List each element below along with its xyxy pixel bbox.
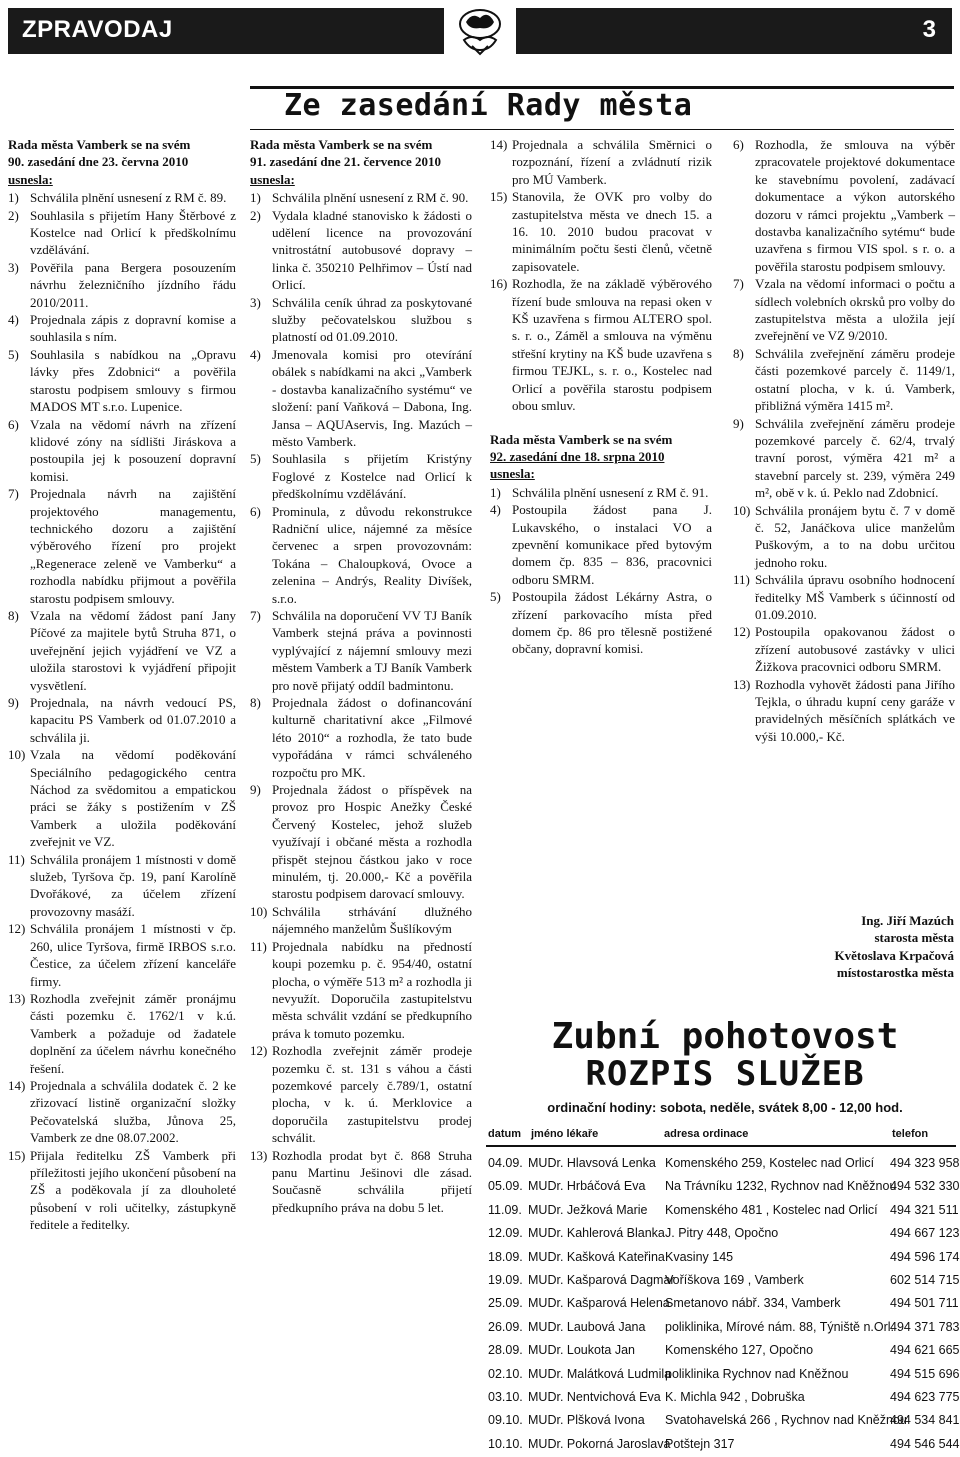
resolution-item — [8, 1077, 236, 1147]
duty-date: 11.09. — [488, 1202, 522, 1217]
signature-name: Květoslava Krpačová — [834, 947, 954, 963]
item-text: Projednala žádost o příspěvek na provoz pro Hospic Anežky České Červený Kostelec, jehož služeb využívají i občané města a rozhodla přispět stejnou částkou jako v roce minulém, tj. 20.000,- Kč a pověřila starostu podpisem darovací smlouvy. — [272, 782, 472, 902]
item-text: Projednala zápis z dopravní komise a souhlasila s ním. — [30, 312, 236, 345]
item-text: Projednala návrh na zajištění projektového managementu, technického dozoru a zajištění výběrového řízení pro projekt „Regenerace zeleně ve Vamberku“ a rozhodla nabídku přijmout a pověřila starostu podpisem smlouvy. — [30, 486, 236, 606]
item-text: Vydala kladné stanovisko k žádosti o udělení licence na provozování vnitrostátní autobusové dopravy – linka č. 350210 Pelhřimov – Ústí nad Orlicí. — [272, 207, 472, 293]
item-number: 10) — [8, 747, 26, 763]
item-text: Postoupila opakovanou žádost o zřízení autobusové zastávky v ulici Žižkova pracovnici odboru SMRM. — [755, 624, 955, 675]
clinic-address: poliklinika, Mírové nám. 88, Týniště n.Orl. — [665, 1319, 895, 1334]
resolution-item — [8, 259, 236, 311]
doctor-name: MUDr. Loukota Jan — [528, 1343, 635, 1358]
heading-underline: 92. zasedání dne 18. srpna 2010 — [490, 448, 665, 464]
item-text: Schválila plnění usnesení z RM č. 89. — [30, 190, 227, 206]
resolution-list-91-continued — [490, 136, 712, 415]
table-row — [488, 1223, 960, 1246]
phone-number: 494 546 544 — [890, 1436, 960, 1451]
item-number: 4) — [490, 502, 501, 518]
clinic-address: Kvasiny 145 — [665, 1249, 734, 1264]
phone-number: 494 515 696 — [890, 1366, 960, 1381]
doctor-name: MUDr. Kašparová Dagmar — [528, 1272, 675, 1287]
column-header-doctor: jméno lékaře — [531, 1128, 599, 1140]
item-text: Schválila zveřejnění záměru prodeje části pozemkové parcely č. 1149/1, ostatní plocha, v k. ú. Vamberk, přibližná výměra 1415 m². — [755, 345, 955, 414]
resolution-list-92 — [490, 484, 712, 658]
item-text: Schválila pronájem 1 místnosti v čp. 260, ulice Tyršova, firmě IRBOS s.r.o. Čestice, za účelem zřízení kanceláře firmy. — [30, 921, 236, 989]
clinic-address: Komenského 259, Kostelec nad Orlicí — [665, 1156, 875, 1170]
doctor-name: MUDr. Laubová Jana — [528, 1319, 646, 1334]
item-number: 10) — [733, 502, 751, 518]
table-row — [488, 1200, 959, 1223]
duty-date: 10.10. — [488, 1436, 523, 1451]
item-number: 8) — [8, 607, 19, 623]
resolution-item — [8, 920, 236, 990]
resolution-item — [8, 694, 236, 746]
dental-schedule-table — [488, 1153, 960, 1457]
resolution-item — [733, 623, 955, 675]
resolution-item — [250, 189, 472, 206]
item-number: 7) — [8, 486, 19, 502]
clinic-address: poliklinika Rychnov nad Kněžnou — [665, 1366, 849, 1381]
resolution-item — [733, 571, 955, 623]
resolution-item — [8, 607, 236, 694]
resolution-item — [8, 485, 236, 607]
resolution-item — [490, 136, 712, 188]
item-text: Postoupila žádost pana J. Lukavského, o instalaci VO a zpevnění komunikace před bytovým domem čp. 835 – 836, pracovnici odboru SMRM. — [512, 502, 712, 587]
doctor-name: MUDr. Pokorná Jaroslava — [528, 1436, 671, 1451]
item-number: 8) — [733, 345, 744, 361]
item-text: Schválila plnění usnesení z RM č. 91. — [512, 484, 709, 500]
table-rule — [486, 1145, 956, 1147]
dental-subtitle: ROZPIS SLUŽEB — [585, 1054, 865, 1094]
table-row — [488, 1434, 960, 1457]
duty-date: 12.09. — [488, 1226, 523, 1241]
item-number: 11) — [250, 938, 267, 954]
resolution-item — [250, 781, 472, 903]
item-number: 1) — [490, 484, 501, 500]
heading-underline: usnesla: — [8, 171, 53, 187]
resolution-item — [250, 694, 472, 781]
phone-number: 602 514 715 — [890, 1272, 960, 1287]
phone-number: 494 623 775 — [890, 1389, 960, 1404]
table-row — [488, 1247, 960, 1270]
duty-date: 04.09. — [488, 1156, 523, 1170]
resolution-list-90 — [8, 189, 236, 1233]
resolution-item — [250, 294, 472, 346]
resolution-item — [250, 1147, 472, 1217]
column-4 — [733, 136, 955, 745]
doctor-name: MUDr. Hrbáčová Eva — [528, 1179, 646, 1194]
section-title: Ze zasedání Rady města — [284, 88, 693, 123]
duty-date: 26.09. — [488, 1319, 523, 1334]
item-number: 4) — [8, 312, 19, 328]
table-row — [488, 1317, 960, 1340]
item-number: 14) — [8, 1077, 26, 1093]
resolution-item — [8, 311, 236, 346]
item-number: 8) — [250, 695, 261, 710]
table-row — [488, 1270, 960, 1293]
doctor-name: MUDr. Kašparová Helena — [528, 1296, 670, 1311]
item-number: 13) — [250, 1147, 268, 1163]
resolution-item — [733, 676, 955, 746]
item-text: Souhlasila s přijetím Hany Štěrbové z Kostelce nad Orlicí k předškolnímu vzdělávání. — [30, 207, 236, 258]
doctor-name: MUDr. Hlavsová Lenka — [528, 1156, 656, 1170]
resolution-item — [490, 501, 712, 588]
signature-block — [800, 912, 954, 982]
page-header — [0, 0, 960, 62]
resolution-item — [250, 903, 472, 938]
duty-date: 18.09. — [488, 1249, 523, 1264]
item-number: 15) — [8, 1147, 26, 1163]
item-number: 10) — [250, 903, 268, 919]
dental-hours: ordinační hodiny: sobota, neděle, svátek 8,00 - 12,00 hod. — [547, 1100, 903, 1115]
session-92-heading — [490, 431, 712, 483]
resolution-list-91 — [250, 189, 472, 1216]
resolution-item — [250, 503, 472, 607]
doctor-name: MUDr. Kašková Kateřina — [528, 1249, 665, 1264]
signature-role: starosta města — [874, 930, 954, 946]
clinic-address: K. Michla 942 , Dobruška — [665, 1389, 805, 1404]
resolution-item — [250, 207, 472, 294]
duty-date: 05.09. — [488, 1179, 523, 1194]
resolution-item — [8, 416, 236, 486]
clinic-address: Na Trávníku 1232, Rychnov nad Kněžnou — [665, 1179, 897, 1194]
resolution-item — [250, 938, 472, 1042]
heading-line: Rada města Vamberk se na svém — [8, 137, 191, 152]
item-text: Schválila ceník úhrad za poskytované služby pečovatelskou službou s platností od 01.09.2010. — [272, 294, 472, 345]
item-number: 6) — [8, 416, 19, 432]
item-text: Stanovila, že OVK pro volby do zastupitelstva města ve dnech 15. a 16. 10. 2010 budou pracovat v minimálním počtu šesti členů, včetně zapisovatele. — [512, 189, 712, 274]
item-number: 5) — [490, 589, 501, 605]
resolution-item — [8, 746, 236, 850]
item-text: Rozhodla, že smlouva na výběr zpracovatele projektové dokumentace ke stavebnímu povolení, zadávací dokumentace a výkon autorského dozoru v rámci projektu „Vamberk – dostavba kanalizačního sytému“ bude uzavřena s firmou VIS spol. s r. o. a pověřila starostu podpisem smlouvy. — [755, 137, 955, 274]
item-number: 13) — [8, 990, 26, 1006]
heading-line: Rada města Vamberk se na svém — [490, 431, 673, 447]
signature-name: Ing. Jiří Mazúch — [861, 913, 954, 928]
resolution-item — [250, 450, 472, 502]
resolution-item — [490, 588, 712, 658]
item-number: 7) — [250, 607, 261, 623]
item-text: Rozhodla zveřejnit záměr prodeje pozemku č. st. 131 s váhou a části pozemkové parcely č.789/1, ostatní plocha, v k. ú. Merklovice a doporučila zastupitelstvu prodej schválit. — [272, 1043, 472, 1146]
item-number: 12) — [250, 1043, 268, 1059]
duty-date: 19.09. — [488, 1272, 523, 1287]
phone-number: 494 596 174 — [890, 1249, 960, 1264]
resolution-item — [733, 345, 955, 415]
item-number: 9) — [733, 415, 744, 431]
heading-line — [8, 171, 236, 188]
duty-date: 28.09. — [488, 1343, 523, 1358]
phone-number: 494 323 958 — [890, 1156, 960, 1170]
column-3 — [490, 136, 712, 658]
heading-underline: usnesla: — [490, 466, 535, 482]
signature-role: místostarostka města — [836, 965, 954, 981]
table-row — [488, 1340, 960, 1363]
item-text: Rozhodla vyhovět žádosti pana Jiřího Tejkla, o úhradu kupní ceny garáže v pravidelných měsíčních splátkách ve výši 10.000,- Kč. — [755, 676, 955, 744]
resolution-item — [8, 1147, 236, 1234]
resolution-item — [250, 1042, 472, 1146]
resolution-item — [733, 136, 955, 275]
item-number: 14) — [490, 137, 508, 152]
item-text: Vzala na vědomí informaci o počtu a sídlech volebních okrsků pro volby do zastupitelstva města a uložila její zveřejnění ve VZ 9/2010. — [755, 276, 955, 344]
resolution-item — [733, 275, 955, 345]
clinic-address: Svatohavelská 266 , Rychnov nad Kněžnou — [665, 1413, 907, 1428]
item-number: 5) — [250, 451, 261, 467]
resolution-item — [8, 189, 236, 206]
item-text: Vzala na vědomí poděkování Speciálního pedagogického centra Náchod za svědomitou a empatickou práci se žáky s postižením v ZŠ Vamberk a uložila poděkování zveřejnit ve VZ. — [30, 747, 236, 850]
item-text: Schválila pronájem 1 místnosti v domě služeb, Tyršova čp. 19, paní Karolíně Dvořákové, za účelem zřízení provozovny masáží. — [30, 851, 236, 919]
page-number: 3 — [922, 16, 936, 43]
item-number: 13) — [733, 676, 751, 692]
resolution-item — [490, 484, 712, 501]
item-number: 5) — [8, 346, 19, 362]
resolution-item — [8, 346, 236, 416]
doctor-name: MUDr. Malátková Ludmila — [528, 1366, 672, 1381]
item-text: Projednala žádost o dofinancování kulturně charitativní akce „Filmové léto 2010“ a rozhodla, že tato bude vypořádána v rámci schváleného rozpočtu pro MK. — [272, 695, 472, 780]
item-number: 15) — [490, 189, 508, 205]
item-text: Přijala ředitelku ZŠ Vamberk při příležitosti jejího ukončení působení na ZŠ a poděkovala jí za dlouholeté působení v roli učitelky, zástupkyně ředitele a ředitelky. — [30, 1147, 236, 1233]
duty-date: 25.09. — [488, 1296, 523, 1311]
column-1 — [8, 136, 236, 1234]
item-number: 9) — [250, 782, 261, 798]
phone-number: 494 621 665 — [890, 1343, 960, 1358]
item-text: Schválila na doporučení VV TJ Baník Vamberk stejná práva a povinnosti vyplývající z nájemní smlouvy mezi městem Vamberk a TJ Baník Vamberk pro nově přijatý oddíl badmintonu. — [272, 607, 472, 693]
clinic-address: Komenského 481 , Kostelec nad Orlicí — [665, 1202, 878, 1217]
clinic-address: Voříškova 169 , Vamberk — [665, 1272, 804, 1287]
item-text: Pověřila pana Bergera posouzením návrhu železničního jízdního řádu 2010/2011. — [30, 259, 236, 310]
heading-line — [490, 465, 712, 482]
item-text: Postoupila žádost Lékárny Astra, o zřízení parkovacího místa před domem čp. 86 pro tělesně postižené občany, dopravní komisi. — [512, 589, 712, 657]
resolution-item — [733, 415, 955, 502]
item-number: 2) — [8, 207, 19, 223]
doctor-name: MUDr. Ježková Marie — [528, 1202, 648, 1217]
heading-line: 90. zasedání dne 23. června 2010 — [8, 154, 189, 170]
item-number: 4) — [250, 346, 261, 362]
duty-date: 02.10. — [488, 1366, 523, 1381]
item-number: 7) — [733, 276, 744, 292]
resolution-item — [250, 607, 472, 694]
doctor-name: MUDr. Plšková Ivona — [528, 1413, 645, 1428]
item-number: 3) — [8, 259, 19, 275]
spacer — [490, 415, 712, 431]
item-number: 16) — [490, 276, 508, 292]
session-90-heading — [8, 136, 236, 188]
duty-date: 09.10. — [488, 1413, 523, 1428]
table-row — [488, 1176, 960, 1199]
phone-number: 494 371 783 — [890, 1319, 960, 1334]
clinic-address: Komenského 127, Opočno — [665, 1343, 814, 1358]
item-number: 11) — [8, 851, 25, 867]
item-number: 6) — [733, 137, 744, 152]
heading-underline: usnesla: — [250, 171, 295, 187]
session-91-heading — [250, 136, 472, 188]
resolution-item — [490, 188, 712, 275]
resolution-item — [250, 346, 472, 450]
heading-line — [490, 448, 712, 465]
item-text: Projednala a schválila dodatek č. 2 ke zřizovací listině organizační složky Pečovatelská služba, Jůnova 25, Vamberk ze dne 08.07.2002. — [30, 1077, 236, 1146]
item-number: 9) — [8, 695, 19, 710]
publication-title: ZPRAVODAJ — [22, 16, 173, 43]
item-text: Schválila strhávání dlužného nájemného manželům Šušlíkovým — [272, 903, 472, 937]
table-row — [488, 1364, 960, 1387]
table-row — [488, 1153, 960, 1176]
item-number: 6) — [250, 503, 261, 519]
item-text: Projednala a schválila Směrnici o rozpoznání, řízení a zvládnutí rizik pro MÚ Vamberk. — [512, 137, 712, 187]
item-text: Vzala na vědomí návrh na zřízení klidové zóny na sídlišti Jiráskova a postoupila jej k posouzení dopravní komisi. — [30, 416, 236, 484]
clinic-address: J. Pitry 448, Opočno — [665, 1226, 779, 1241]
phone-number: 494 321 511 — [890, 1202, 959, 1217]
doctor-name: MUDr. Nentvichová Eva — [528, 1389, 661, 1404]
item-text: Prominula, z důvodu rekonstrukce Radniční ulice, nájemné za měsíce červenec a srpen provozovnám: Tokána – Chaloupková, Ovoce a zelenina – Andrýs, Reality Divíšek, s.r.o. — [272, 503, 472, 606]
phone-number: 494 532 330 — [890, 1179, 960, 1194]
item-text: Rozhodla, že na základě výběrového řízení bude smlouva na repasi oken v KŠ uzavřena s firmou ALTERO spol. s. r. o., Záměl a smlouva na výměnu střešní krytiny na KŠ bude uzavřena s firmou TEJKL, s. r. o., Kostelec nad Orlicí a pověřila starostu podpisem obou smluv. — [512, 276, 712, 414]
column-header-date: datum — [488, 1128, 521, 1140]
item-text: Rozhodla zveřejnit záměr pronájmu části pozemku č. 1762/1 v k.ú. Vamberk a požaduje od žadatele doplnění za účelem návrhu konečného řešení. — [30, 990, 236, 1076]
clinic-address: Smetanovo nábř. 334, Vamberk — [665, 1296, 841, 1311]
town-emblem — [444, 2, 516, 60]
phone-number: 494 667 123 — [890, 1226, 960, 1241]
resolution-item — [733, 502, 955, 572]
phone-number: 494 501 711 — [890, 1296, 959, 1311]
resolution-item — [8, 990, 236, 1077]
item-number: 1) — [250, 190, 261, 206]
item-number: 1) — [8, 190, 19, 206]
resolution-item — [490, 275, 712, 414]
item-number: 2) — [250, 207, 261, 223]
item-text: Jmenovala komisi pro otevírání obálek s nabídkami na akci „Vamberk - dostavba kanalizačního systému“ ve složení: paní Vaňková – Dabona, Ing. Jansa – AQUAservis, Ing. Mazúch – město Vamberk. — [272, 346, 472, 449]
duty-date: 03.10. — [488, 1389, 523, 1404]
item-text: Souhlasila s přijetím Kristýny Foglové z Kostelce nad Orlicí k předškolnímu vzdělávání. — [272, 451, 472, 502]
item-text: Souhlasila s nabídkou na „Opravu lávky přes Zdobnici“ a pověřila starostu podpisem smlouvy s firmou MADOS MT s.r.o. Lupenice. — [30, 346, 236, 415]
emblem-icon — [444, 2, 516, 60]
item-text: Vzala na vědomí žádost paní Jany Píčové za majitele bytů Struha 871, o uveřejnění jejich vyjádření ve VZ a uložila starostovi k vyjádření připojit vysvětlení. — [30, 607, 236, 693]
phone-number: 494 534 841 — [890, 1413, 960, 1428]
table-row — [488, 1410, 960, 1433]
column-2 — [250, 136, 472, 1216]
item-text: Rozhodla prodat byt č. 868 Struha panu Martinu Ješinovi dle zásad. Současně schválila přijetí předkupního práva na dobu 5 let. — [272, 1147, 472, 1215]
clinic-address: Potštejn 317 — [665, 1436, 735, 1451]
item-number: 12) — [733, 624, 751, 640]
resolution-item — [8, 851, 236, 921]
column-header-phone: telefon — [892, 1128, 929, 1140]
heading-line: 91. zasedání dne 21. července 2010 — [250, 154, 442, 170]
resolution-item — [8, 207, 236, 259]
item-number: 12) — [8, 921, 26, 937]
dental-title: Zubní pohotovost — [551, 1016, 899, 1057]
heading-line — [250, 171, 472, 188]
resolution-list-92-continued — [733, 136, 955, 745]
heading-line: Rada města Vamberk se na svém — [250, 137, 433, 152]
doctor-name: MUDr. Kahlerová Blanka — [528, 1226, 665, 1241]
table-row — [488, 1293, 959, 1316]
item-text: Schválila plnění usnesení z RM č. 90. — [272, 190, 469, 206]
item-text: Schválila pronájem bytu č. 7 v domě č. 52, Janáčkova ulice manželům Puškovým, a to na dobu určitou jednoho roku. — [755, 502, 955, 570]
item-number: 11) — [733, 572, 750, 588]
item-text: Projednala, na návrh vedoucí PS, kapacitu PS Vamberk od 01.07.2010 a schválila ji. — [30, 695, 236, 745]
item-text: Projednala nabídku na předností koupi pozemku p. č. 954/40, ostatní plocha, o výměře 513 m² a rozhodla ji nevyužít. Doporučila zastupitelstvu města schválit vzdání se předkupního práva k tomuto pozemku. — [272, 938, 472, 1041]
column-header-address: adresa ordinace — [664, 1128, 749, 1140]
item-text: Schválila úpravu osobního hodnocení ředitelky MŠ Vamberk s účinností od 01.09.2010. — [755, 572, 955, 622]
item-text: Schválila zveřejnění záměru prodeje pozemkové parcely č. 62/4, trvalý travní porost, výměra 421 m² a stavební parcely st. 239, výměra 249 m², obě v k. ú. Peklo nad Zdobnicí. — [755, 415, 955, 501]
item-number: 3) — [250, 294, 261, 310]
table-row — [488, 1387, 960, 1410]
